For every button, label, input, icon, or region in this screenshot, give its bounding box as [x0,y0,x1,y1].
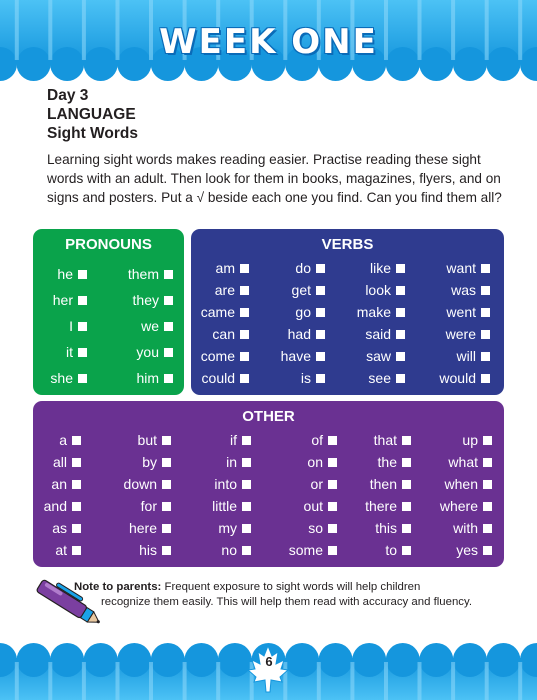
checkbox-icon[interactable] [481,264,490,273]
checkbox-icon[interactable] [72,458,81,467]
checkbox-icon[interactable] [483,458,492,467]
checkbox-icon[interactable] [481,286,490,295]
other-word [175,542,251,558]
other-word [335,520,411,536]
verbs-word-text: could [201,370,235,386]
other-word-text: what [448,454,478,470]
verbs-word [331,348,405,364]
checkbox-icon[interactable] [316,352,325,361]
checkbox-icon[interactable] [402,546,411,555]
checkbox-icon[interactable] [78,270,87,279]
other-word-text: this [375,520,397,536]
other-word-text: his [139,542,157,558]
verbs-word-text: see [368,370,391,386]
verbs-word [251,304,325,320]
other-word-text: that [373,432,397,448]
other-word-text: a [59,432,67,448]
other-title: OTHER [242,408,295,425]
page-number: 6 [265,654,273,669]
checkbox-icon[interactable] [242,436,251,445]
checkbox-icon[interactable] [78,374,87,383]
other-word [261,498,337,514]
verbs-word-text: saw [366,348,391,364]
other-word-text: with [453,520,478,536]
verbs-word [416,326,490,342]
checkbox-icon[interactable] [240,374,249,383]
checkbox-icon[interactable] [240,330,249,339]
pronouns-word [27,266,87,282]
checkbox-icon[interactable] [316,308,325,317]
checkbox-icon[interactable] [162,436,171,445]
other-word [5,520,81,536]
verbs-word-text: is [300,370,311,386]
subject-label: LANGUAGE [47,106,136,123]
verbs-word-text: look [365,282,391,298]
other-word [416,454,492,470]
checkbox-icon[interactable] [402,524,411,533]
checkbox-icon[interactable] [162,502,171,511]
pronouns-word-text: he [57,266,73,282]
verbs-word [331,370,405,386]
pronouns-word [113,292,173,308]
verbs-word-text: would [439,370,476,386]
pronouns-word-text: she [50,370,73,386]
verbs-word [331,282,405,298]
checkbox-icon[interactable] [481,374,490,383]
week-title: WEEK ONE [159,22,378,62]
other-word-text: little [212,498,237,514]
checkbox-icon[interactable] [396,286,405,295]
checkbox-icon[interactable] [78,322,87,331]
checkbox-icon[interactable] [483,546,492,555]
other-word [175,520,251,536]
pronouns-word [27,292,87,308]
other-word-text: the [377,454,397,470]
verbs-word-text: had [287,326,311,342]
other-word [335,454,411,470]
verbs-word-text: like [369,260,391,276]
verbs-word-text: was [451,282,476,298]
other-word [95,476,171,492]
checkbox-icon[interactable] [483,480,492,489]
checkbox-icon[interactable] [240,264,249,273]
verbs-word [251,326,325,342]
other-word-text: all [52,454,67,470]
checkbox-icon[interactable] [242,524,251,533]
other-word-text: as [52,520,67,536]
verbs-word [416,304,490,320]
verbs-word-text: can [212,326,235,342]
checkbox-icon[interactable] [162,546,171,555]
pronouns-box [33,229,184,395]
checkbox-icon[interactable] [483,502,492,511]
verbs-word [416,260,490,276]
verbs-word-text: get [291,282,311,298]
other-word-text: there [365,498,397,514]
verbs-word-text: will [456,348,476,364]
checkbox-icon[interactable] [396,264,405,273]
other-word [416,432,492,448]
checkbox-icon[interactable] [481,330,490,339]
checkbox-icon[interactable] [162,524,171,533]
checkbox-icon[interactable] [164,348,173,357]
verbs-word-text: go [295,304,311,320]
other-word [261,432,337,448]
other-word-text: or [310,476,323,492]
pronouns-word [27,318,87,334]
other-word-text: so [308,520,323,536]
other-word [416,476,492,492]
checkbox-icon[interactable] [72,436,81,445]
other-word [335,476,411,492]
pronouns-word [27,344,87,360]
checkbox-icon[interactable] [316,330,325,339]
checkbox-icon[interactable] [242,502,251,511]
checkbox-icon[interactable] [240,308,249,317]
note-label: Note to parents: [74,581,162,593]
verbs-word [416,348,490,364]
verbs-word [331,304,405,320]
pronouns-word-text: we [141,318,159,334]
pronouns-word-text: her [52,292,73,308]
pronouns-word-text: him [136,370,159,386]
checkbox-icon[interactable] [242,458,251,467]
verbs-word [251,260,325,276]
other-word [175,454,251,470]
topic-label: Sight Words [47,125,138,142]
verbs-word-text: have [280,348,311,364]
other-word [335,432,411,448]
checkbox-icon[interactable] [402,480,411,489]
checkbox-icon[interactable] [240,286,249,295]
other-word [175,498,251,514]
checkbox-icon[interactable] [396,374,405,383]
parent-note [74,580,514,610]
other-word-text: my [218,520,237,536]
other-word [261,520,337,536]
verbs-word [251,348,325,364]
verbs-title: VERBS [321,236,374,253]
other-word-text: if [230,432,237,448]
other-word [95,542,171,558]
other-word-text: to [385,542,397,558]
checkbox-icon[interactable] [316,286,325,295]
verbs-word-text: come [200,348,235,364]
other-word-text: out [303,498,323,514]
checkbox-icon[interactable] [316,374,325,383]
other-word-text: for [140,498,157,514]
other-word [261,454,337,470]
other-box [33,401,504,567]
other-word [175,432,251,448]
other-word-text: here [128,520,157,536]
checkbox-icon[interactable] [164,270,173,279]
verbs-word-text: want [446,260,476,276]
checkbox-icon[interactable] [72,546,81,555]
checkbox-icon[interactable] [162,458,171,467]
verbs-word-text: am [215,260,235,276]
verbs-word [175,348,249,364]
other-word [95,454,171,470]
verbs-word-text: came [200,304,235,320]
verbs-word [416,282,490,298]
checkbox-icon[interactable] [396,330,405,339]
pronouns-word-text: you [136,344,159,360]
checkbox-icon[interactable] [402,436,411,445]
verbs-word [251,370,325,386]
checkbox-icon[interactable] [72,502,81,511]
checkbox-icon[interactable] [396,352,405,361]
checkbox-icon[interactable] [402,458,411,467]
checkbox-icon[interactable] [396,308,405,317]
checkbox-icon[interactable] [78,348,87,357]
checkbox-icon[interactable] [164,322,173,331]
other-word-text: in [226,454,237,470]
note-text-line1: Frequent exposure to sight words will help children [161,581,421,593]
note-text-line2: recognize them easily. This will help them read with accuracy and fluency. [101,596,473,608]
other-word [175,476,251,492]
other-word-text: into [214,476,237,492]
other-word-text: an [51,476,67,492]
verbs-word-text: make [356,304,391,320]
other-word-text: by [142,454,157,470]
other-word-text: at [55,542,67,558]
other-word-text: when [444,476,478,492]
verbs-word [416,370,490,386]
verbs-box [191,229,504,395]
pronouns-word [113,344,173,360]
other-word [5,542,81,558]
other-word [95,432,171,448]
other-word [95,520,171,536]
checkbox-icon[interactable] [481,308,490,317]
pronouns-word [27,370,87,386]
pronouns-title: PRONOUNS [65,236,152,253]
verbs-word [175,326,249,342]
footer-banner [0,642,537,700]
verbs-word-text: said [365,326,391,342]
verbs-word-text: went [446,304,476,320]
other-word-text: no [221,542,237,558]
verbs-word-text: are [214,282,235,298]
other-word [335,542,411,558]
other-word [261,542,337,558]
other-word-text: some [288,542,323,558]
checkbox-icon[interactable] [483,436,492,445]
pronouns-word [113,266,173,282]
checkbox-icon[interactable] [316,264,325,273]
pronouns-word-text: I [69,318,73,334]
verbs-word [331,326,405,342]
other-word-text: where [439,498,478,514]
verbs-word [175,304,249,320]
verbs-word [175,370,249,386]
other-word-text: but [137,432,157,448]
other-word-text: yes [456,542,478,558]
checkbox-icon[interactable] [164,296,173,305]
checkbox-icon[interactable] [162,480,171,489]
verbs-word [331,260,405,276]
other-word [5,476,81,492]
verbs-word [175,282,249,298]
checkbox-icon[interactable] [240,352,249,361]
checkbox-icon[interactable] [483,524,492,533]
other-word [416,520,492,536]
pronouns-word [113,370,173,386]
checkbox-icon[interactable] [164,374,173,383]
other-word-text: up [462,432,478,448]
checkbox-icon[interactable] [72,480,81,489]
other-word-text: and [43,498,67,514]
other-word-text: of [311,432,323,448]
verbs-word-text: do [295,260,311,276]
checkbox-icon[interactable] [242,480,251,489]
other-word [261,476,337,492]
pronouns-word [113,318,173,334]
pronouns-word-text: they [132,292,159,308]
other-word [5,498,81,514]
pronouns-word-text: them [127,266,159,282]
verbs-word [251,282,325,298]
other-word [5,432,81,448]
checkbox-icon[interactable] [402,502,411,511]
verbs-word [175,260,249,276]
lesson-heading [47,86,507,143]
other-word [95,498,171,514]
other-word-text: then [369,476,397,492]
intro-paragraph: Learning sight words makes reading easier. Practise reading these sight words with an adult. Then look for them in books, magazines, flyers, and on signs and posters. Put a √ beside each one you find. Can you find them all? [47,152,502,205]
checkbox-icon[interactable] [78,296,87,305]
other-word [416,498,492,514]
other-word [335,498,411,514]
checkbox-icon[interactable] [72,524,81,533]
other-word-text: on [307,454,323,470]
checkbox-icon[interactable] [242,546,251,555]
other-word [5,454,81,470]
checkbox-icon[interactable] [481,352,490,361]
other-word [416,542,492,558]
day-label: Day 3 [47,87,89,104]
pronouns-word-text: it [66,344,73,360]
other-word-text: down [123,476,157,492]
verbs-word-text: were [445,326,476,342]
